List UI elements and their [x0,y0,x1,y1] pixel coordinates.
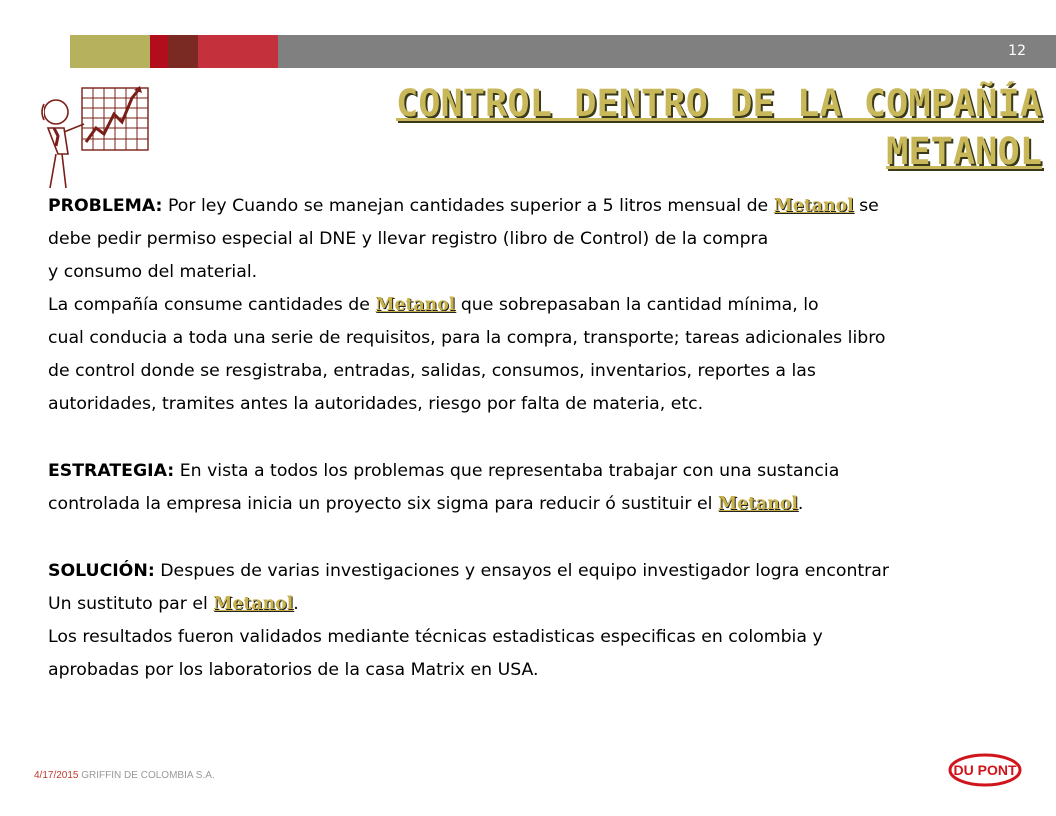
slide-number: 12 [1008,43,1026,59]
metanol-keyword: Metanol [717,494,798,514]
solucion-line-4: aprobadas por los laboratorios de la casa Matrix en USA. [48,660,539,680]
header-bar-olive-segment [70,35,150,68]
estrategia-label: ESTRATEGIA: [48,461,175,481]
metanol-keyword: Metanol [773,196,854,216]
header-bar-light-red-segment [198,35,278,68]
problema-line-3: y consumo del material. [48,262,258,282]
title-line-1: CONTROL DENTRO DE LA COMPAÑÍA [395,82,1042,125]
spacer [48,421,1008,455]
slide-body [48,190,1008,687]
estrategia-line-1 [48,455,1008,488]
problema-line-6: de control donde se resgistraba, entradas, salidas, consumos, inventarios, reportes a las [48,361,816,381]
solucion-line-1 [48,555,1008,588]
dupont-logo-text: DU PONT [953,762,1017,778]
presenter-chart-icon [34,84,154,192]
problema-text: que sobrepasaban la cantidad mínima, lo [460,295,819,315]
footer-company: GRIFFIN DE COLOMBIA S.A. [81,770,215,781]
estrategia-line-2 [48,488,1008,521]
estrategia-text: . [797,494,804,514]
estrategia-text: controlada la empresa inicia un proyecto six sigma para reducir ó sustituir el [48,494,713,514]
estrategia-text: En vista a todos los problemas que representaba trabajar con una sustancia [179,461,840,481]
problema-label: PROBLEMA: [48,196,163,216]
solucion-text: . [293,594,299,614]
solucion-text: Un sustituto par el [48,594,208,614]
header-bar-red-segment [150,35,168,68]
slide-title [202,80,1042,176]
solucion-line-3: Los resultados fueron validados mediante técnicas estadisticas especificas en colombia y [48,627,823,647]
problema-line-7: autoridades, tramites antes la autoridades, riesgo por falta de materia, etc. [48,394,704,414]
footer [34,770,215,781]
metanol-keyword: Metanol [375,295,456,315]
problema-line-2: debe pedir permiso especial al DNE y llevar registro (libro de Control) de la compra [48,229,769,249]
metanol-keyword: Metanol [213,594,294,614]
dupont-logo [948,752,1024,788]
solucion-text: Despues de varias investigaciones y ensayos el equipo investigador logra encontrar [160,561,889,581]
spacer [48,521,1008,555]
footer-date: 4/17/2015 [34,770,79,781]
solucion-line-2 [48,588,1008,621]
title-line-2: METANOL [886,130,1042,173]
problema-text: La compañía consume cantidades de [48,295,370,315]
header-bar-brown-segment [168,35,198,68]
solucion-label: SOLUCIÓN: [48,561,155,581]
problema-line-1 [48,190,1008,223]
problema-line-4 [48,289,1008,322]
problema-text: se [859,196,879,216]
problema-line-5: cual conducia a toda una serie de requisitos, para la compra, transporte; tareas adicionales libro [48,328,886,348]
header-bar [70,35,1056,68]
problema-text: Por ley Cuando se manejan cantidades superior a 5 litros mensual de [167,196,769,216]
